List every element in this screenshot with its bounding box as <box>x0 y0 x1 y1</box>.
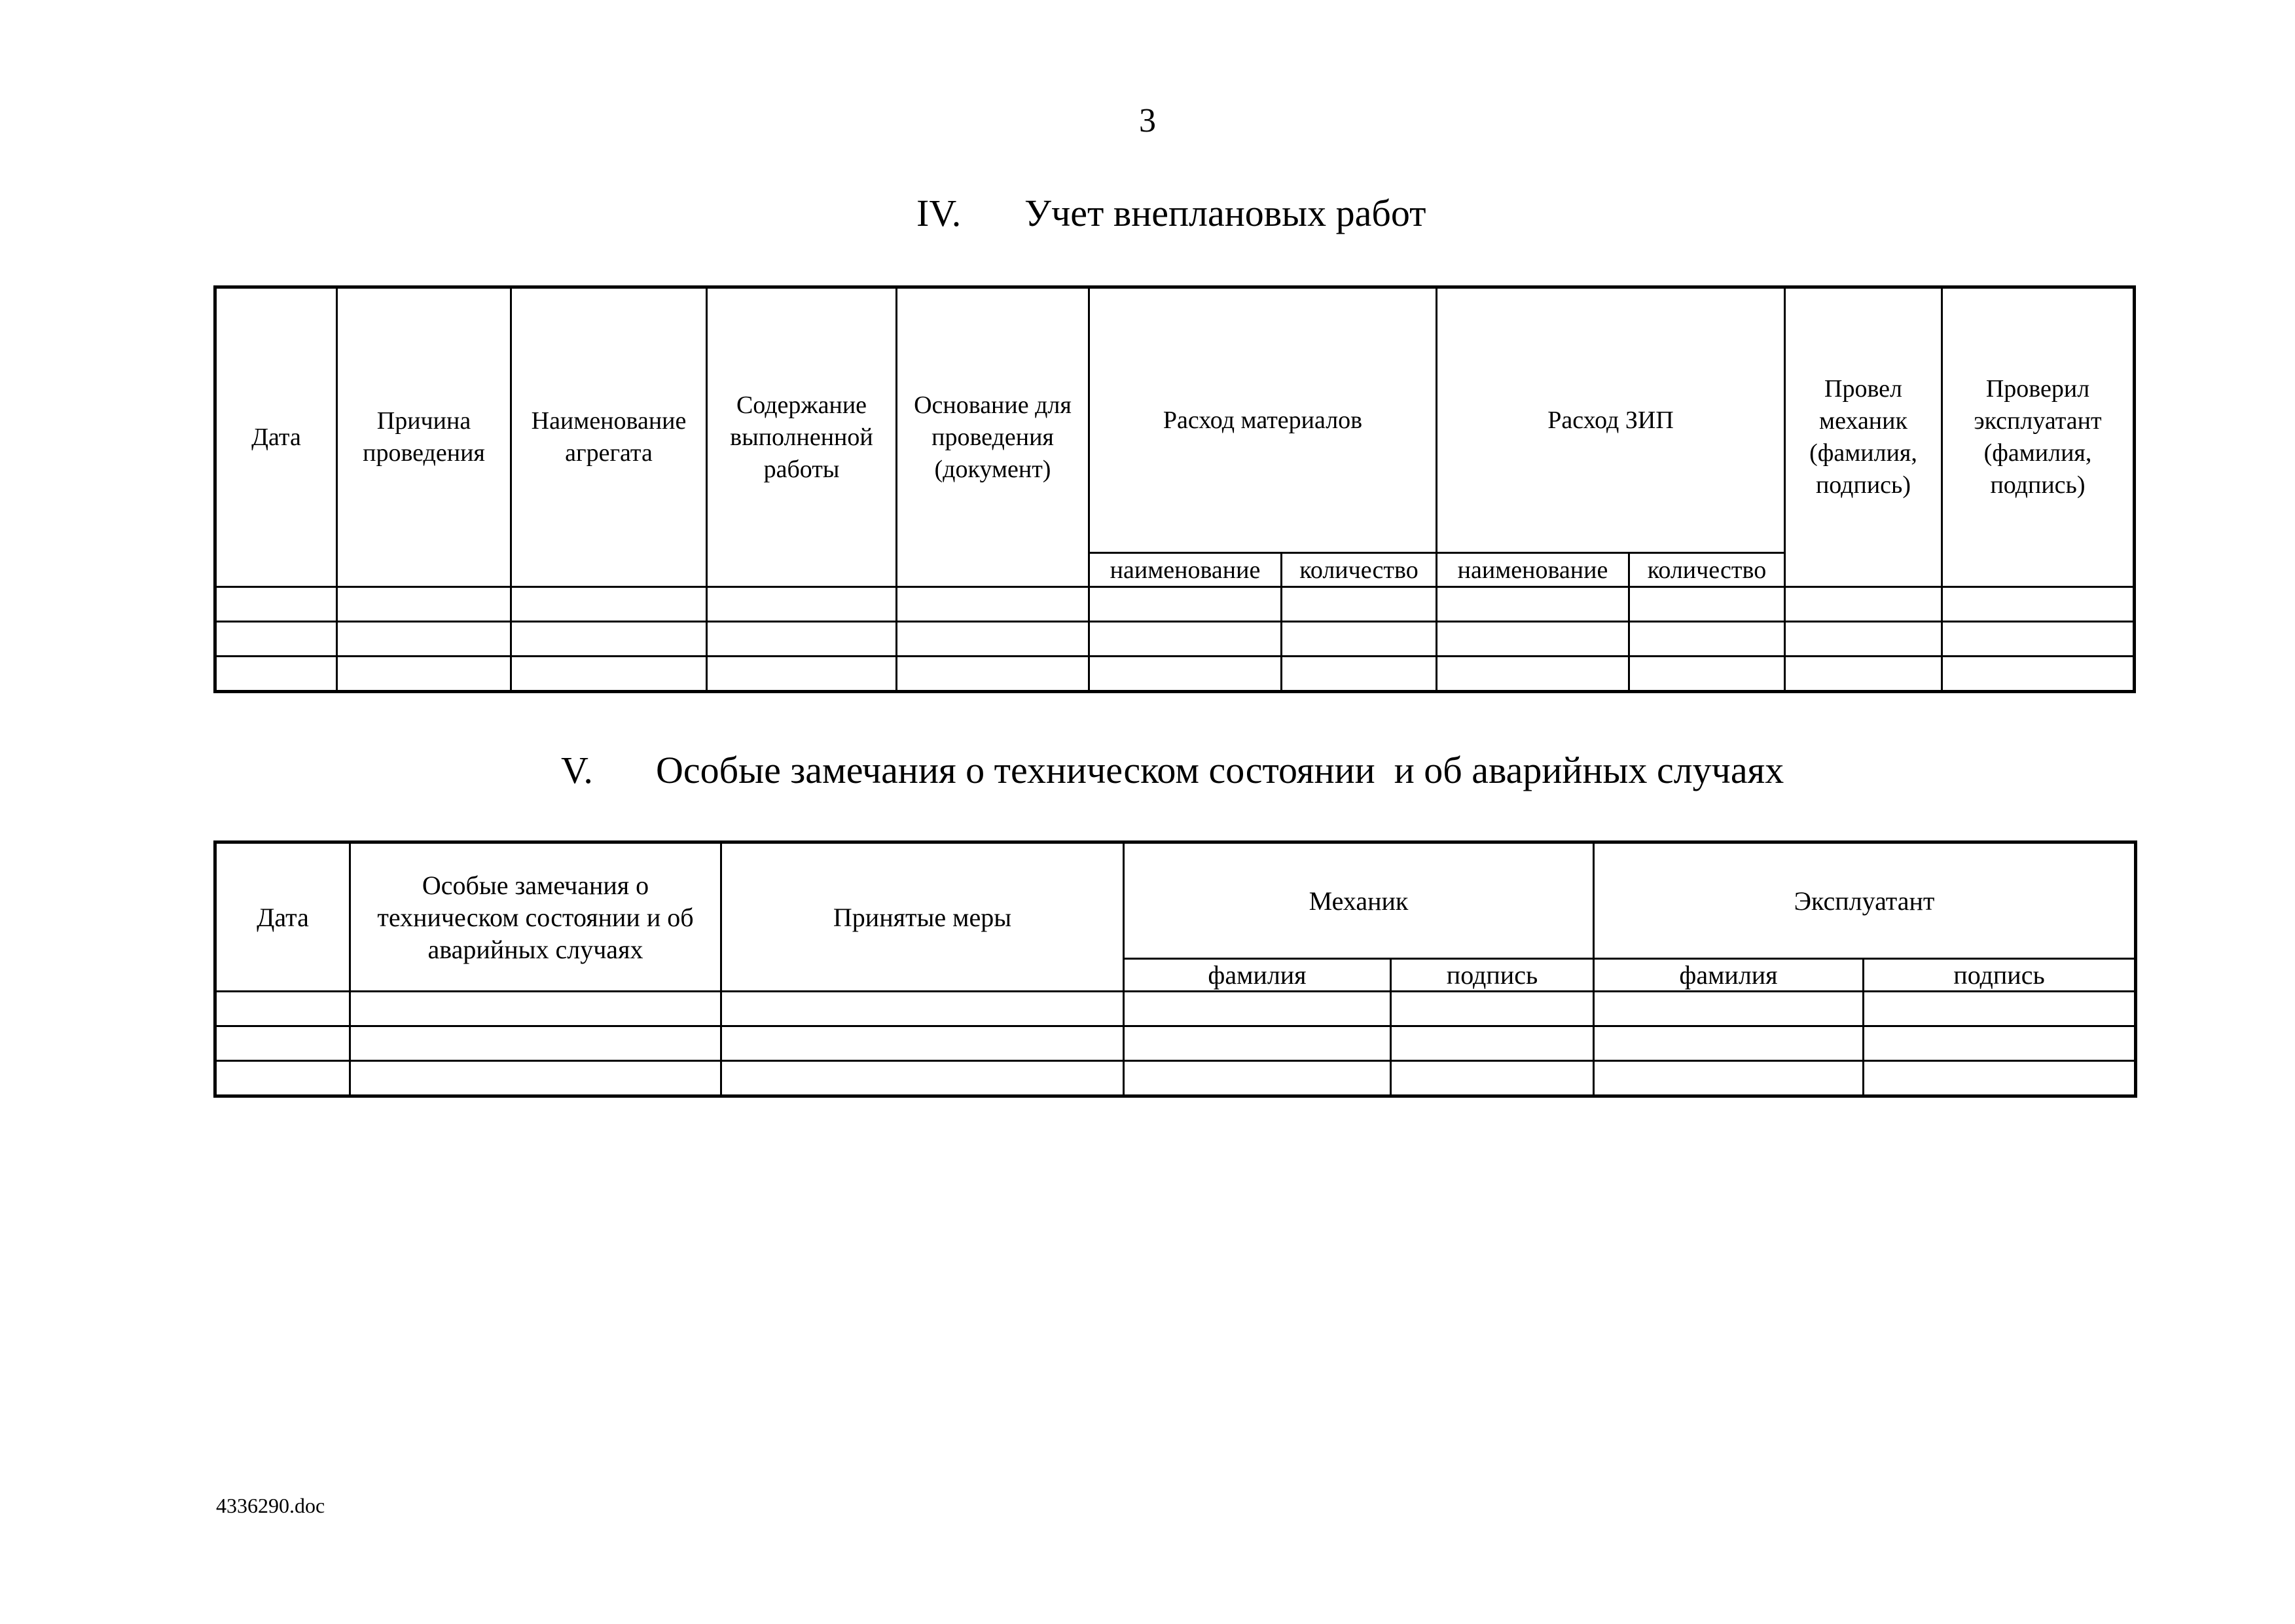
table-cell[interactable] <box>350 1061 721 1096</box>
table-cell[interactable] <box>1942 622 2135 657</box>
table-cell[interactable] <box>897 657 1089 692</box>
table-cell[interactable] <box>1594 992 1864 1026</box>
table-cell[interactable] <box>1942 587 2135 622</box>
table-cell[interactable] <box>215 657 337 692</box>
table-cell[interactable] <box>707 622 897 657</box>
header-measures: Принятые меры <box>721 842 1124 992</box>
section-5-heading <box>561 748 1784 792</box>
table-cell[interactable] <box>215 1061 350 1096</box>
table-row <box>215 992 2136 1026</box>
technical-remarks-table <box>213 840 2137 1098</box>
header-operator: Эксплуатант <box>1594 842 2136 959</box>
table-cell[interactable] <box>1089 622 1282 657</box>
table-cell[interactable] <box>1282 622 1437 657</box>
header-materials: Расход материалов <box>1089 287 1437 553</box>
table-cell[interactable] <box>897 622 1089 657</box>
table-cell[interactable] <box>1124 992 1391 1026</box>
subheader-materials-name: наименование <box>1089 553 1282 587</box>
table-cell[interactable] <box>1594 1061 1864 1096</box>
table-cell[interactable] <box>1437 657 1629 692</box>
table-row <box>215 587 2135 622</box>
table-cell[interactable] <box>1864 1061 2136 1096</box>
table-cell[interactable] <box>1124 1026 1391 1061</box>
header-operator: Проверил эксплуатант (фамилия, подпись) <box>1942 287 2135 587</box>
section-4-title: Учет внеплановых работ <box>1024 192 1426 234</box>
header-date: Дата <box>215 287 337 587</box>
subheader-operator-surname: фамилия <box>1594 959 1864 992</box>
table-cell[interactable] <box>1785 657 1942 692</box>
table-cell[interactable] <box>1942 657 2135 692</box>
table-cell[interactable] <box>721 1061 1124 1096</box>
table-row <box>215 1026 2136 1061</box>
table-cell[interactable] <box>215 622 337 657</box>
header-spares: Расход ЗИП <box>1437 287 1785 553</box>
table-cell[interactable] <box>707 587 897 622</box>
table-cell[interactable] <box>1437 587 1629 622</box>
header-reason: Причина проведения <box>337 287 511 587</box>
table-row <box>215 622 2135 657</box>
table-cell[interactable] <box>721 1026 1124 1061</box>
table-cell[interactable] <box>1629 587 1785 622</box>
subheader-mechanic-signature: подпись <box>1391 959 1594 992</box>
table-cell[interactable] <box>1391 992 1594 1026</box>
table-cell[interactable] <box>707 657 897 692</box>
table-cell[interactable] <box>721 992 1124 1026</box>
table-cell[interactable] <box>511 622 707 657</box>
table-cell[interactable] <box>1282 587 1437 622</box>
table-cell[interactable] <box>511 657 707 692</box>
section-5-number: V. <box>561 749 593 791</box>
header-remarks: Особые замечания о техническом состоянии и об аварийных случаях <box>350 842 721 992</box>
page-number: 3 <box>1139 102 1156 139</box>
header-date: Дата <box>215 842 350 992</box>
table-cell[interactable] <box>215 587 337 622</box>
table-cell[interactable] <box>511 587 707 622</box>
table-cell[interactable] <box>1864 1026 2136 1061</box>
header-work-content: Содержание выполненной работы <box>707 287 897 587</box>
table-cell[interactable] <box>215 1026 350 1061</box>
table-row <box>215 1061 2136 1096</box>
subheader-spares-qty: количество <box>1629 553 1785 587</box>
table-cell[interactable] <box>1282 657 1437 692</box>
table-cell[interactable] <box>215 992 350 1026</box>
subheader-spares-name: наименование <box>1437 553 1629 587</box>
table-cell[interactable] <box>1594 1026 1864 1061</box>
section-5-title: Особые замечания о техническом состоянии и об аварийных случаях <box>656 749 1784 791</box>
header-mechanic: Механик <box>1124 842 1594 959</box>
header-basis: Основание для проведения (документ) <box>897 287 1089 587</box>
table-cell[interactable] <box>1391 1061 1594 1096</box>
table-row <box>215 657 2135 692</box>
table-cell[interactable] <box>1437 622 1629 657</box>
table-cell[interactable] <box>1089 587 1282 622</box>
section-4-number: IV. <box>916 192 962 234</box>
table-cell[interactable] <box>1089 657 1282 692</box>
table-cell[interactable] <box>337 657 511 692</box>
table-cell[interactable] <box>337 622 511 657</box>
table-cell[interactable] <box>350 1026 721 1061</box>
header-mechanic: Провел механик (фамилия, подпись) <box>1785 287 1942 587</box>
table-cell[interactable] <box>1864 992 2136 1026</box>
subheader-materials-qty: количество <box>1282 553 1437 587</box>
table-cell[interactable] <box>1391 1026 1594 1061</box>
subheader-operator-signature: подпись <box>1864 959 2136 992</box>
table-cell[interactable] <box>1629 657 1785 692</box>
table-cell[interactable] <box>1785 622 1942 657</box>
table-cell[interactable] <box>1124 1061 1391 1096</box>
table-cell[interactable] <box>1785 587 1942 622</box>
header-unit-name: Наименование агрегата <box>511 287 707 587</box>
footer-filename: 4336290.doc <box>216 1494 325 1517</box>
table-cell[interactable] <box>350 992 721 1026</box>
subheader-mechanic-surname: фамилия <box>1124 959 1391 992</box>
table-cell[interactable] <box>337 587 511 622</box>
section-4-heading <box>916 191 1426 235</box>
table-cell[interactable] <box>897 587 1089 622</box>
table-cell[interactable] <box>1629 622 1785 657</box>
unplanned-works-table <box>213 285 2136 693</box>
